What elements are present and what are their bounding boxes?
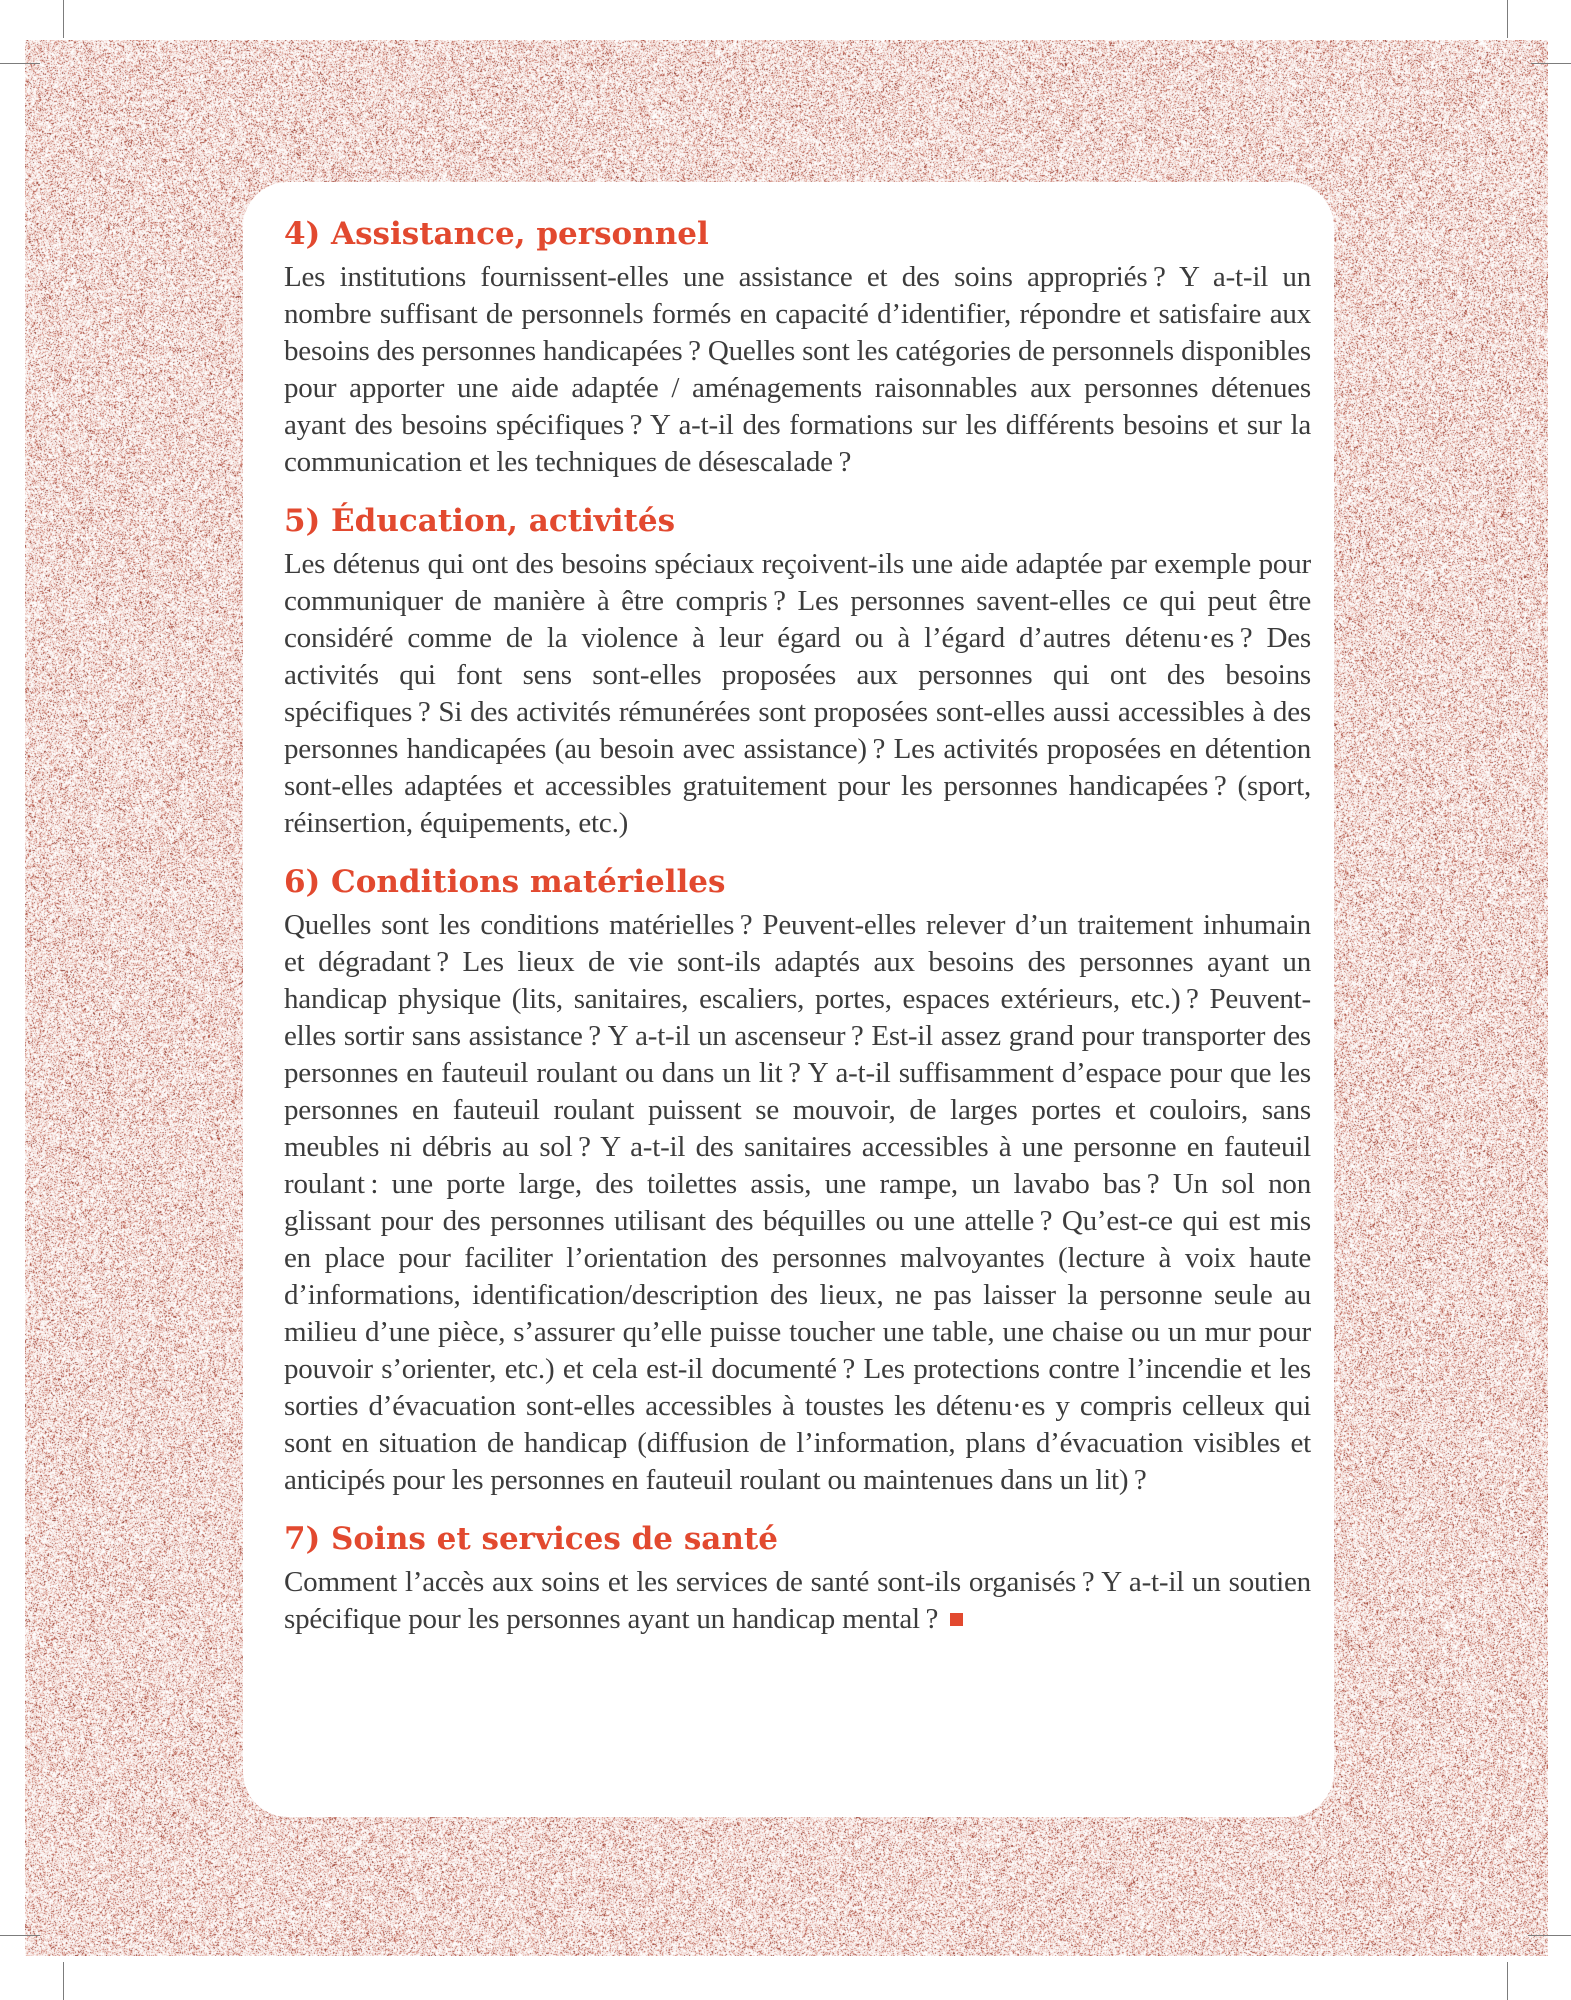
section-body xyxy=(284,907,1311,1499)
section-heading: 7) Soins et services de santé xyxy=(284,1521,778,1557)
crop-mark-bottom-left-horizontal xyxy=(0,1935,40,1936)
section-heading: 4) Assistance, personnel xyxy=(284,216,709,252)
section-body xyxy=(284,546,1311,842)
crop-mark-top-left-horizontal xyxy=(0,63,40,64)
end-mark-square xyxy=(950,1613,963,1626)
section-assistance-personnel xyxy=(284,216,1311,481)
crop-mark-bottom-left-vertical xyxy=(63,1962,64,2000)
crop-mark-bottom-right-horizontal xyxy=(1528,1935,1571,1936)
crop-mark-top-right-horizontal xyxy=(1531,63,1571,64)
section-body-text: Les détenus qui ont des besoins spéciaux reçoivent-ils une aide adaptée par exemple pour communiquer de manière à être compris ? Les personnes savent-elles ce qui peut être considéré comme de la violence à leur égard ou à l’égard d’autres détenu·es ? Des activités qui font sens sont-elles proposées aux personnes qui ont des besoins spécifiques ? Si des activités rémunérées sont proposées sont-elles aussi accessibles à des personnes handicapées (au besoin avec assistance) ? Les activités proposées en détention sont-elles adaptées et accessibles gratuitement pour les personnes handicapées ? (sport, réinsertion, équipements, etc.) xyxy=(284,548,1311,839)
section-body xyxy=(284,1564,1311,1638)
section-heading: 6) Conditions matérielles xyxy=(284,864,726,900)
section-conditions-materielles xyxy=(284,864,1311,1499)
section-body-text: Quelles sont les conditions matérielles ? Peuvent-elles relever d’un traitement inhumain et dégradant ? Les lieux de vie sont-ils adaptés aux besoins des personnes ayant un handicap physique (lits, sanitaires, escaliers, portes, espaces extérieurs, etc.) ? Peuvent-elles sortir sans assistance ? Y a-t-il un ascenseur ? Est-il assez grand pour transporter des personnes en fauteuil roulant ou dans un lit ? Y a-t-il suffisamment d’espace pour que les personnes en fauteuil roulant puissent se mouvoir, de larges portes et couloirs, sans meubles ni débris au sol ? Y a-t-il des sanitaires accessibles à une personne en fauteuil roulant : une porte large, des toilettes assis, une rampe, un lavabo bas ? Un sol non glissant pour des personnes utilisant des béquilles ou une attelle ? Qu’est-ce qui est mis en place pour faciliter l’orientation des personnes malvoyantes (lecture à voix haute d’informations, identification/description des lieux, ne pas laisser la personne seule au milieu d’une pièce, s’assurer qu’elle puisse toucher une table, une chaise ou un mur pour pouvoir s’orienter, etc.) et cela est-il documenté ? Les protections contre l’incendie et les sorties d’évacuation sont-elles accessibles à toustes les détenu·es y compris celleux qui sont en situation de handicap (diffusion de l’information, plans d’évacuation visibles et anticipés pour les personnes en fauteuil roulant ou maintenues dans un lit) ? xyxy=(284,909,1311,1496)
section-body-text: Les institutions fournissent-elles une assistance et des soins appropriés ? Y a-t-il un nombre suffisant de personnels formés en capacité d’identifier, répondre et satisfaire aux besoins des personnes handicapées ? Quelles sont les catégories de personnels disponibles pour apporter une aide adaptée / aménagements raisonnables aux personnes détenues ayant des besoins spécifiques ? Y a-t-il des formations sur les différents besoins et sur la communication et les techniques de désescalade ? xyxy=(284,261,1311,478)
content-card xyxy=(243,182,1334,1817)
crop-mark-top-left-vertical xyxy=(63,0,64,38)
section-body xyxy=(284,259,1311,481)
section-soins-services-sante xyxy=(284,1521,1311,1638)
section-heading: 5) Éducation, activités xyxy=(284,503,676,539)
crop-mark-bottom-right-vertical xyxy=(1507,1962,1508,2000)
crop-mark-top-right-vertical xyxy=(1507,0,1508,38)
section-education-activites xyxy=(284,503,1311,842)
section-body-text: Comment l’accès aux soins et les services de santé sont-ils organisés ? Y a-t-il un soutien spécifique pour les personnes ayant un handicap mental ? xyxy=(284,1566,1311,1635)
